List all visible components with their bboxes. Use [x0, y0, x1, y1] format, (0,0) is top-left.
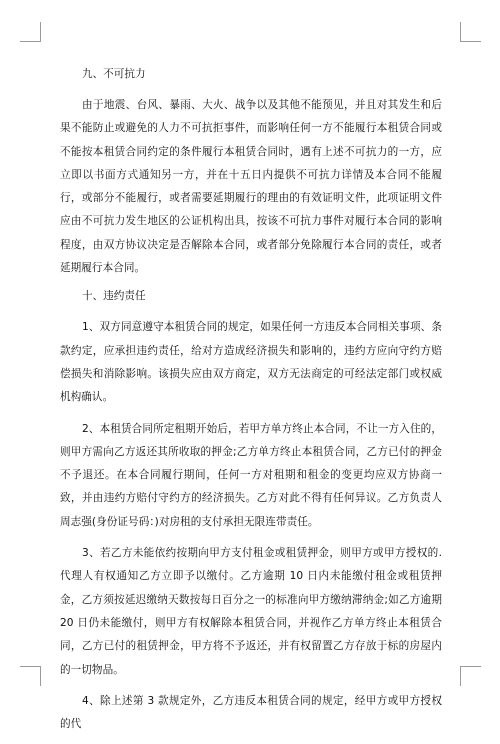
- breach-clause-4: 4、除上述第 3 款规定外，乙方违反本租赁合同的规定，经甲方或甲方授权的代: [60, 694, 442, 731]
- breach-clause-3: 3、若乙方未能依约按期向甲方支付租金或租赁押金，则甲方或甲方授权的.代理人有权通知乙方立即予以缴付。乙方逾期 10 日内未能缴付租金或租赁押金，乙方须按延迟缴纳天数按每日百分之一的标准向甲方缴纳滞纳金;如乙方逾期 20 日仍未能缴付，则甲方有权解除本租赁合同，并视作乙方单方终止本租赁合同，乙方已付的租赁押金，甲方将不予返还，并有权留置乙方存放于标的房屋内的一切物品。: [60, 547, 442, 676]
- crop-mark-bottom-left: [40, 666, 41, 686]
- force-majeure-paragraph: 由于地震、台风、暴雨、大火、战争以及其他不能预见，并且对其发生和后果不能防止或避免的人力不可抗拒事件，而影响任何一方不能履行本租赁合同或不能按本租赁合同约定的条件履行本租赁合同时，遇有上述不可抗力的一方，应立即以书面方式通知另一方，并在十五日内提供不可抗力详情及本合同不能履行，或部分不能履行，或者需要延期履行的理由的有效证明文件，此项证明文件应由不可抗力发生地区的公证机构出具，按该不可抗力事件对履行本合同的影响程度，由双方协议决定是否解除本合同，或者部分免除履行本合同的责任，或者延期履行本合同。: [60, 99, 442, 275]
- section-heading-force-majeure: 九、不可抗力: [82, 68, 146, 80]
- breach-clause-1: 1、双方同意遵守本租赁合同的规定，如果任何一方违反本合同相关事项、条款约定，应承担违约责任，给对方造成经济损失和影响的，违约方应向守约方赔偿损失和消除影响。该损失应由双方商定，双方无法商定的可经法定部门或权威机构确认。: [60, 321, 442, 404]
- crop-mark-top-right: [460, 41, 481, 42]
- crop-mark-top-left: [20, 41, 41, 42]
- crop-mark-bottom-left: [20, 666, 41, 667]
- document-body: [60, 66, 442, 744]
- crop-mark-top-left: [40, 22, 41, 42]
- crop-mark-bottom-right: [460, 666, 461, 686]
- crop-mark-bottom-right: [460, 666, 481, 667]
- breach-clause-2: 2、本租赁合同所定租期开始后，若甲方单方终止本合同，不让一方入住的，则甲方需向乙方返还其所收取的押金;乙方单方终止本租赁合同，乙方已付的押金不予退还。在本合同履行期间，任何一方对租期和租金的变更均应双方协商一致，并由违约方赔付守约方的经济损失。乙方对此不得有任何异议。乙方负责人周志强(身份证号码：)对房租的支付承担无限连带责任。: [60, 422, 442, 528]
- crop-mark-top-right: [460, 22, 461, 42]
- section-heading-breach-liability: 十、违约责任: [82, 290, 146, 303]
